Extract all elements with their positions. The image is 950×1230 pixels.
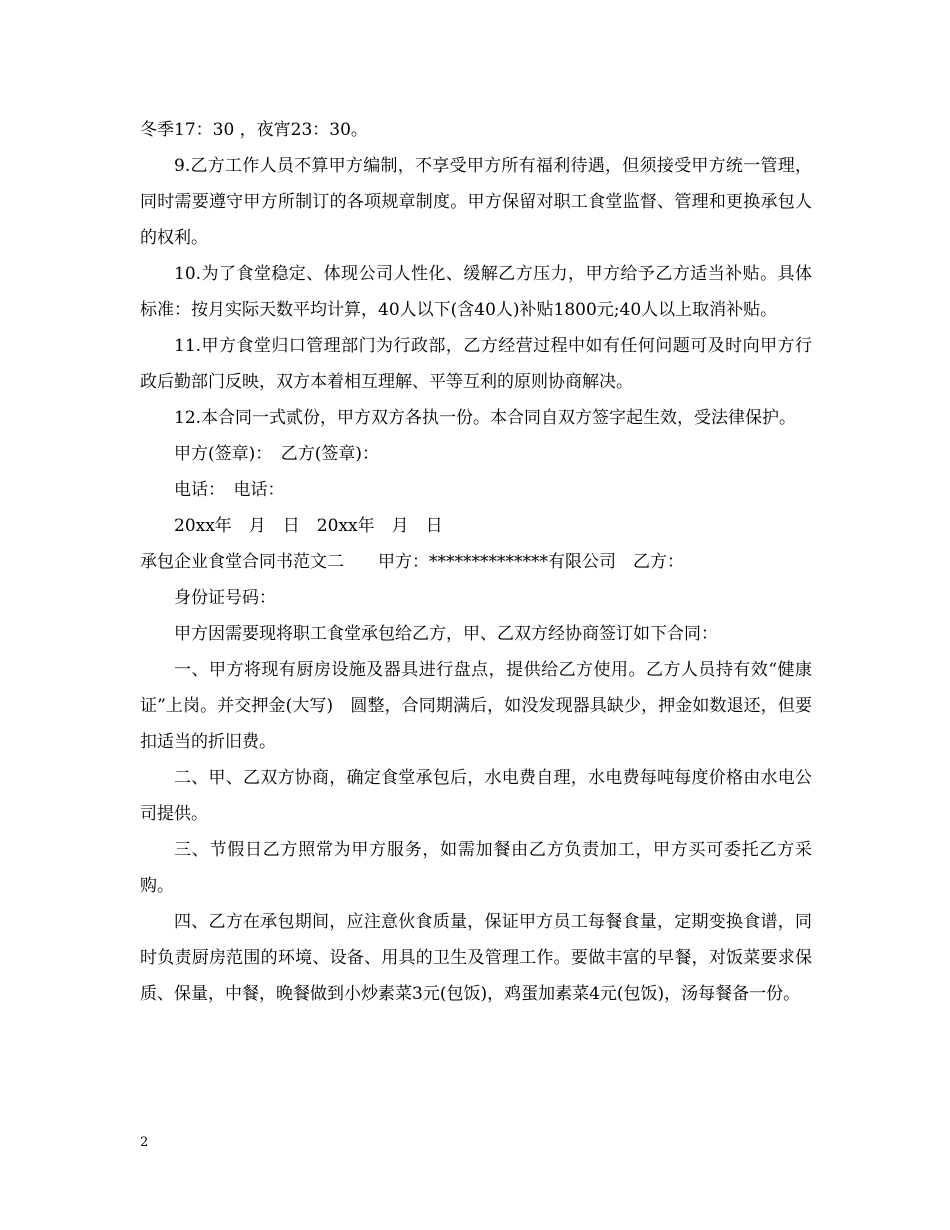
page-number: 2 — [140, 1135, 149, 1150]
id-number-line: 身份证号码： — [174, 588, 276, 608]
paragraph-4: 11.甲方食堂归口管理部门为行政部，乙方经营过程中如有任何问题可及时向甲方行政后勤部门反映，双方本着相互理解、平等互利的原则协商解决。 — [140, 336, 812, 392]
paragraph-2: 9.乙方工作人员不算甲方编制，不享受甲方所有福利待遇，但须接受甲方统一管理，同时需要遵守甲方所制订的各项规章制度。甲方保留对职工食堂监督、管理和更换承包人的权利。 — [140, 156, 812, 248]
clause-1: 一、甲方将现有厨房设施及器具进行盘点，提供给乙方使用。乙方人员持有效“健康证”上岗。并交押金(大写) 圆整，合同期满后，如没发现器具缺少，押金如数退还，但要扣适当的折旧费。 — [140, 660, 812, 752]
clause-3: 三、节假日乙方照常为甲方服务，如需加餐由乙方负责加工，甲方买可委托乙方采购。 — [140, 840, 812, 896]
document-body — [140, 112, 812, 1012]
signature-line: 甲方(签章)： 乙方(签章)： — [174, 444, 380, 464]
date-line: 20xx年 月 日 20xx年 月 日 — [174, 516, 443, 536]
paragraph-3: 10.为了食堂稳定、体现公司人性化、缓解乙方压力，甲方给予乙方适当补贴。具体标准：按月实际天数平均计算，40人以下(含40人)补贴1800元;40人以上取消补贴。 — [140, 264, 812, 320]
paragraph-5: 12.本合同一式贰份，甲方双方各执一份。本合同自双方签字起生效，受法律保护。 — [174, 408, 797, 428]
paragraph-1: 冬季17：30 ，夜宵23：30。 — [140, 120, 368, 140]
contract-intro: 甲方因需要现将职工食堂承包给乙方，甲、乙双方经协商签订如下合同： — [174, 624, 718, 644]
phone-line: 电话： 电话： — [174, 480, 285, 500]
clause-2: 二、甲、乙双方协商，确定食堂承包后，水电费自理，水电费每吨每度价格由水电公司提供。 — [140, 768, 812, 824]
clause-4: 四、乙方在承包期间，应注意伙食质量，保证甲方员工每餐食量，定期变换食谱，同时负责厨房范围的环境、设备、用具的卫生及管理工作。要做丰富的早餐，对饭菜要求保质、保量，中餐，晚餐做到小炒素菜3元(包饭)，鸡蛋加素菜4元(包饭)，汤每餐备一份。 — [140, 912, 812, 1004]
second-contract-title: 承包企业食堂合同书范文二 甲方：**************有限公司 乙方： — [140, 552, 684, 572]
